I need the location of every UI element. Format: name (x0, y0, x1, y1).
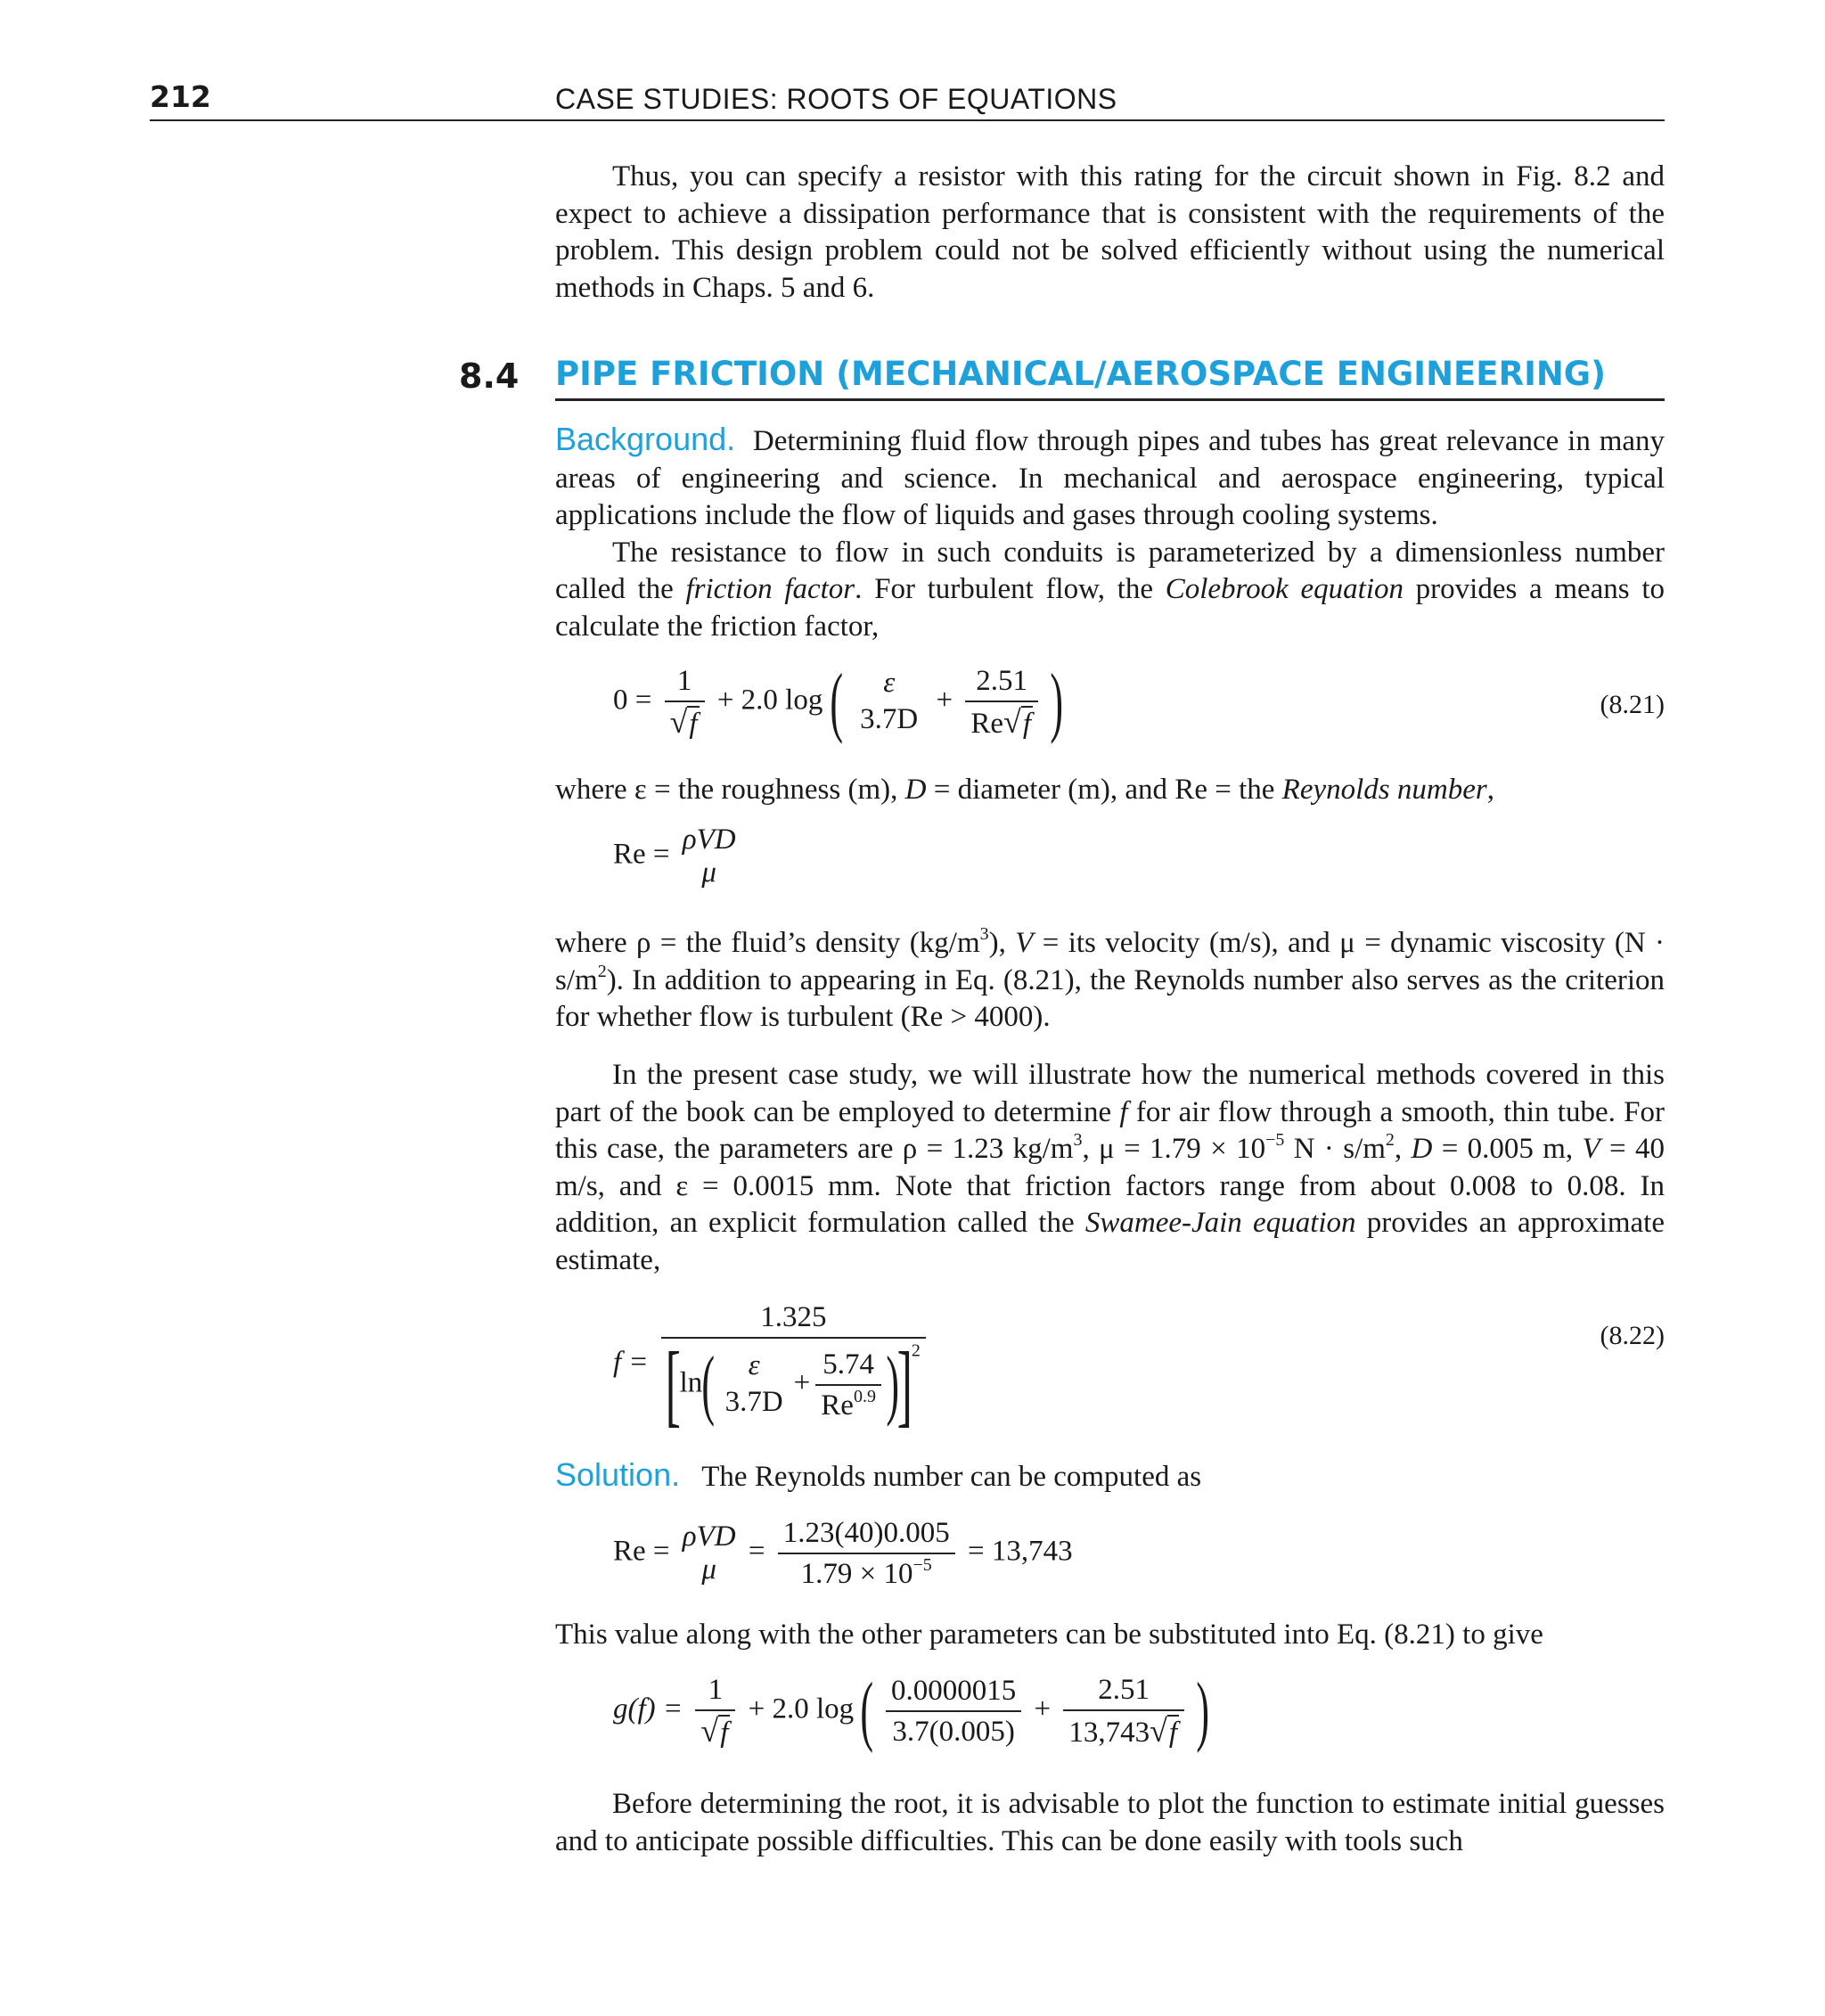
case-i: provides an approximate estimate, (555, 1207, 1665, 1276)
re2-frac2 (778, 1513, 955, 1594)
eq822-re-exp: 0.9 (853, 1387, 876, 1406)
case-sup1: 3 (1073, 1130, 1083, 1151)
eq821-f2: f (1022, 708, 1031, 740)
substitution-text: This value along with the other parameters can be substituted into Eq. (8.21) to give (555, 1619, 1543, 1651)
friction-text-a: The resistance to flow in such conduits is parameterized by a dimensionless number called the (555, 536, 1665, 606)
g-f: f (720, 1717, 729, 1749)
where-roughness-text (555, 772, 1665, 809)
eq822-inner2 (815, 1345, 881, 1425)
eq822-num: 1.325 (661, 1298, 926, 1339)
background-text: Determining fluid flow through pipes and tubes has great relevance in many areas of engineering and science. In mechanical and aerospace engineering, typical applications include the flow of liquids and gases through cooling systems. (555, 425, 1665, 532)
re2-lhs: Re = (613, 1535, 670, 1568)
case-a: In the present case study, we will illustrate how the numerical methods covered in this part of the book can be employed to determine (555, 1059, 1665, 1128)
intro-paragraph (555, 159, 1665, 307)
re2-result: = 13,743 (967, 1535, 1073, 1568)
eq822-ln: ln (679, 1366, 703, 1399)
where1-b: = diameter (m), and Re = the (926, 774, 1282, 806)
friction-text-c: provides a means to calculate the friction factor, (555, 573, 1665, 643)
g-left-paren: ( (860, 1668, 874, 1754)
solution-text: The Reynolds number can be computed as (701, 1461, 1202, 1493)
eq821-eps: ε (883, 666, 896, 699)
eq821-den1: 3.7D (860, 702, 919, 735)
eq822-inner1 (720, 1349, 789, 1422)
where2-d: ). In addition to appearing in Eq. (8.21), the Reynolds number also serves as the criterion for whether flow is turbulent (Re > 4000). (555, 963, 1665, 1034)
re2-den2-wrap (778, 1554, 955, 1594)
eq821-lhs: 0 = (613, 684, 652, 717)
where2-sup1: 3 (979, 924, 989, 944)
re2-num2: 1.23(40)0.005 (778, 1513, 955, 1554)
substitution-block (555, 1617, 1665, 1654)
equation-8-21 (613, 661, 1063, 743)
g-f2: f (1168, 1717, 1178, 1749)
case-g: = 0.005 m, (1432, 1133, 1583, 1166)
left-paren: ( (829, 659, 843, 745)
where-density (555, 925, 1665, 1037)
background-block (555, 421, 1665, 646)
re2-den2-exp: −5 (912, 1555, 932, 1575)
re-lhs: Re = (613, 838, 670, 871)
where1-D: D (904, 774, 927, 806)
section-title: PIPE FRICTION (MECHANICAL/AEROSPACE ENGINEERING) (555, 355, 1665, 401)
where2-a: where ρ = the fluid’s density (kg/m (555, 927, 980, 959)
eq822-re-term (815, 1386, 881, 1425)
where2-V: V (1015, 927, 1034, 959)
friction-paragraph (555, 535, 1665, 646)
equation-reynolds (613, 824, 741, 889)
solution-block (555, 1456, 1665, 1496)
case-D: D (1411, 1133, 1433, 1166)
background-paragraph (555, 421, 1665, 535)
eq821-one: 1 (665, 661, 705, 702)
g-num2: 2.51 (1063, 1670, 1184, 1711)
background-label: Background. (555, 421, 736, 457)
where-roughness (555, 772, 1665, 809)
eq821-log: + 2.0 log (716, 684, 823, 717)
eq821-sqrt-f: √f (669, 704, 698, 740)
equation-g-of-f (613, 1670, 1209, 1752)
g-log: + 2.0 log (748, 1692, 855, 1725)
g-frac3 (1063, 1670, 1184, 1752)
equation-number-8-21: (8.21) (1600, 690, 1665, 719)
page-number: 212 (150, 79, 211, 114)
re-num: ρVD (682, 824, 736, 856)
g-right-paren: ) (1196, 1668, 1210, 1754)
case-study-text (555, 1057, 1665, 1280)
eq821-frac1 (665, 661, 705, 743)
friction-text-b: . For turbulent flow, the (855, 573, 1166, 606)
section-number: 8.4 (459, 356, 520, 396)
solution-paragraph (555, 1456, 1665, 1496)
g-frac1 (695, 1670, 735, 1752)
solution-label: Solution. (555, 1456, 681, 1493)
eq822-lhs: f = (613, 1346, 649, 1379)
re2-num1: ρVD (682, 1520, 736, 1553)
eq821-re: Re (970, 708, 1004, 740)
re2-den1: μ (701, 1553, 716, 1586)
case-e: , (1394, 1133, 1412, 1166)
g-den2-wrap: 13,743√f (1068, 1713, 1178, 1749)
g-one: 1 (695, 1670, 735, 1711)
case-V: V (1582, 1133, 1600, 1166)
term-reynolds-number: Reynolds number (1281, 774, 1487, 806)
equation-8-22 (613, 1298, 931, 1436)
where2-sup2: 2 (597, 961, 607, 981)
case-sup3: 2 (1385, 1130, 1395, 1151)
term-friction-factor: friction factor (685, 573, 855, 606)
eq822-re: Re (821, 1389, 854, 1422)
g-den1: 3.7(0.005) (892, 1716, 1015, 1748)
equation-number-8-22: (8.22) (1600, 1321, 1665, 1350)
re-den: μ (701, 856, 716, 889)
eq822-num2: 5.74 (815, 1345, 881, 1386)
g-plus: + (1034, 1692, 1052, 1725)
closing-text: Before determining the root, it is advisable to plot the function to estimate initial guesses and to anticipate possible difficulties. This can be done easily with tools such (555, 1788, 1665, 1857)
eq821-f: f (689, 708, 698, 740)
eq822-plus: + (793, 1366, 811, 1399)
eq821-frac3 (965, 661, 1038, 743)
re2-frac1 (683, 1520, 736, 1586)
re-frac (683, 824, 736, 889)
eq821-plus: + (936, 684, 953, 717)
running-head: CASE STUDIES: ROOTS OF EQUATIONS (555, 83, 1117, 115)
eq822-frac (661, 1298, 926, 1436)
case-c: , μ = 1.79 × 10 (1082, 1133, 1266, 1166)
re2-eq: = (748, 1535, 765, 1568)
eq822-exp: 2 (911, 1340, 921, 1361)
case-study-paragraph (555, 1057, 1665, 1280)
where1-c: , (1486, 774, 1494, 806)
paragraph-resistor: Thus, you can specify a resistor with this rating for the circuit shown in Fig. 8.2 and expect to achieve a dissipation performance that is consistent with the requirements of the problem. This design problem could not be solved efficiently without using the numerical methods in Chaps. 5 and 6. (555, 160, 1665, 304)
case-d: N · s/m (1284, 1133, 1386, 1166)
re2-den2: 1.79 × 10 (800, 1558, 913, 1590)
eq821-den2: Re√f (970, 704, 1031, 740)
g-num1: 0.0000015 (886, 1671, 1021, 1712)
case-h: = 40 m/s, and ε = 0.0015 mm. Note that friction factors range from about 0.008 to 0.08. In addition, an explicit formulation called the (555, 1133, 1665, 1240)
eq822-eps: ε (748, 1348, 760, 1381)
equation-reynolds-value (613, 1513, 1073, 1594)
term-swamee-jain: Swamee-Jain equation (1084, 1207, 1356, 1240)
g-frac2 (886, 1671, 1021, 1751)
eq822-den1: 3.7D (724, 1385, 783, 1418)
eq821-frac2 (855, 667, 923, 739)
where1-a: where ε = the roughness (m), (555, 774, 905, 806)
eq822-den: [ln( ε 3.7D + $\frac{5.74}{Re^{0.9}}$ )]$^2$ (665, 1333, 921, 1436)
right-paren: ) (1050, 659, 1064, 745)
closing-paragraph (555, 1786, 1665, 1860)
page-header (150, 77, 1665, 121)
g-lhs: g(f) = (613, 1692, 683, 1725)
case-sup2: −5 (1265, 1130, 1285, 1151)
g-sqrt: √f (700, 1713, 729, 1749)
case-f: f (1119, 1095, 1128, 1128)
term-colebrook: Colebrook equation (1165, 573, 1404, 606)
where2-b: ), (988, 927, 1016, 959)
where2-c: = its velocity (m/s), and μ = dynamic viscosity (N · s/m (555, 927, 1665, 996)
where-density-text (555, 925, 1665, 1037)
g-den2: 13,743 (1068, 1717, 1150, 1749)
eq821-num2: 2.51 (965, 661, 1038, 702)
case-b: for air flow through a smooth, thin tube. For this case, the parameters are ρ = 1.23 kg/m (555, 1095, 1665, 1166)
